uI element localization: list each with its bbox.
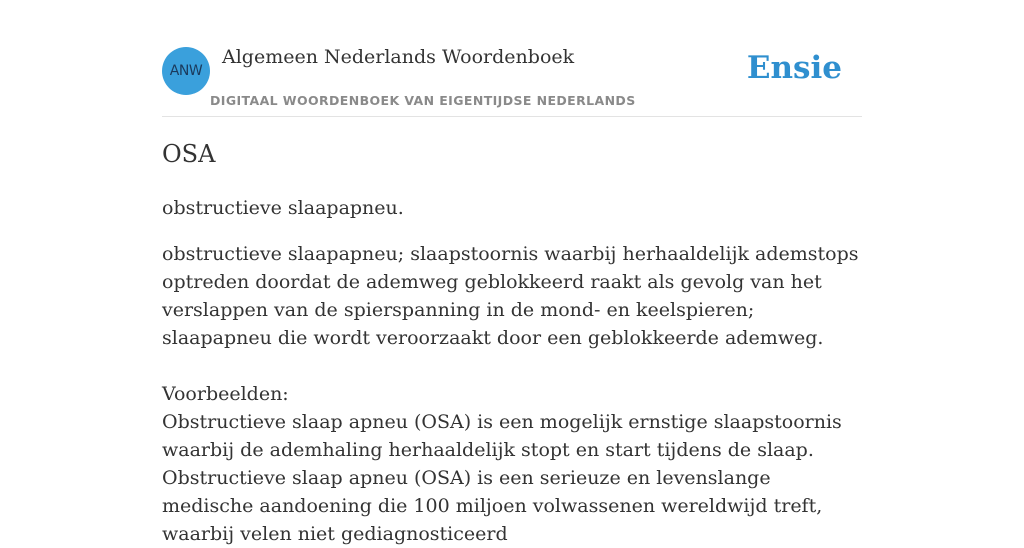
dictionary-subtitle: DIGITAAL WOORDENBOEK VAN EIGENTIJDSE NEDERLANDS — [210, 93, 636, 108]
anw-logo-text: ANW — [169, 63, 203, 79]
definition-text: obstructieve slaapapneu; slaapstoornis waarbij herhaaldelijk ademstops optreden doordat de ademweg geblokkeerd raakt als gevolg van het verslappen van de spierspanning in de mond- en keelspieren; slaapapneu die wordt veroorzaakt door een geblokkeerde ademweg. — [162, 243, 859, 349]
examples-label: Voorbeelden: — [162, 383, 289, 405]
examples-block — [162, 380, 867, 548]
site-header — [162, 40, 862, 117]
anw-logo[interactable] — [162, 47, 210, 95]
dictionary-title[interactable]: Algemeen Nederlands Woordenboek — [222, 46, 575, 68]
examples-text: Obstructieve slaap apneu (OSA) is een mogelijk ernstige slaapstoornis waarbij de ademhaling herhaaldelijk stopt en start tijdens de slaap. Obstructieve slaap apneu (OSA) is een serieuze en levenslange medische aandoening die 100 miljoen volwassenen wereldwijd treft, waarbij velen niet gediagnosticeerd — [162, 411, 842, 545]
definition-block — [162, 240, 867, 548]
ensie-brand-logo[interactable]: Ensie — [746, 50, 842, 86]
page-title: OSA — [162, 140, 216, 168]
short-definition: obstructieve slaapapneu. — [162, 197, 404, 219]
